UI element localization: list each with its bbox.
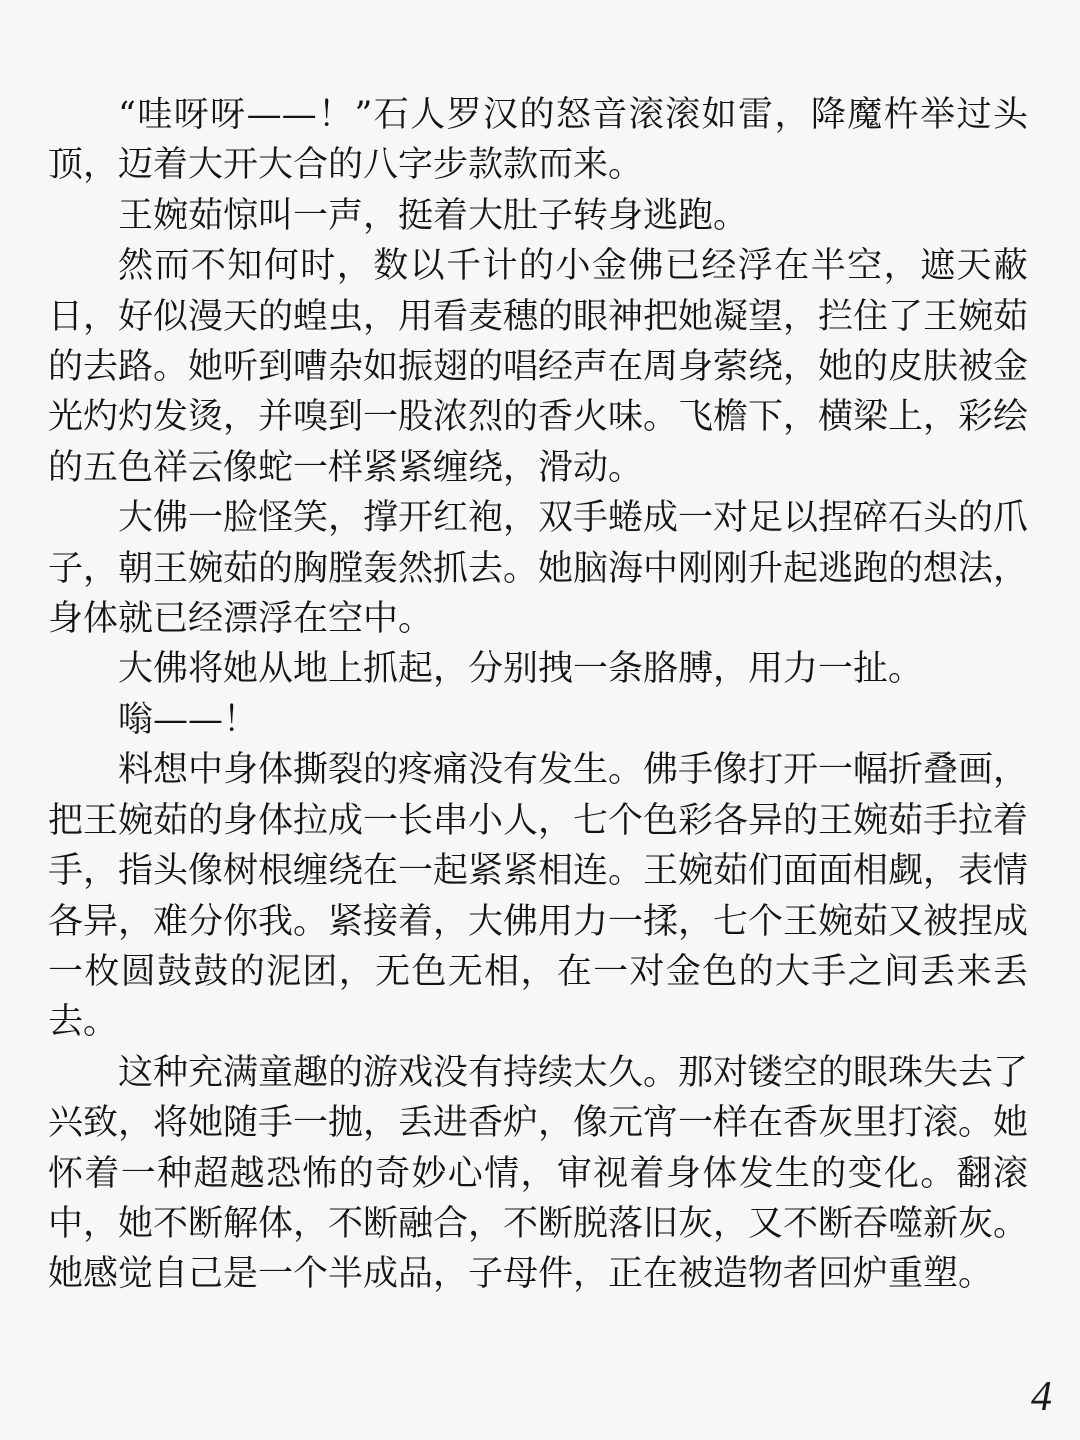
paragraph-2: 王婉茹惊叫一声，挺着大肚子转身逃跑。 xyxy=(118,195,749,236)
text-body xyxy=(48,90,1028,1300)
paragraph-8: 这种充满童趣的游戏没有持续太久。那对镂空的眼珠失去了兴致，将她随手一抛，丢进香炉，像元宵一样在香灰里打滚。她怀着一种超越恐怖的奇妙心情，审视着身体发生的变化。翻滚中，她不断解体，不断融合，不断脱落旧灰，又不断吞噬新灰。她感觉自己是一个半成品，子母件，正在被造物者回炉重塑。 xyxy=(48,1052,1029,1295)
page-number: 4 xyxy=(1031,1374,1052,1420)
paragraph-1: “哇呀呀——！”石人罗汉的怒音滚滚如雷，降魔杵举过头顶，迈着大开大合的八字步款款而来。 xyxy=(48,95,1028,186)
paragraph-5: 大佛将她从地上抓起，分别拽一条胳膊，用力一扯。 xyxy=(118,649,924,690)
paragraph-7: 料想中身体撕裂的疼痛没有发生。佛手像打开一幅折叠画，把王婉茹的身体拉成一长串小人，七个色彩各异的王婉茹手拉着手，指头像树根缠绕在一起紧紧相连。王婉茹们面面相觑，表情各异，难分你我。紧接着，大佛用力一揉，七个王婉茹又被捏成一枚圆鼓鼓的泥团，无色无相，在一对金色的大手之间丢来丢去。 xyxy=(48,750,1029,1043)
paragraph-3: 然而不知何时，数以千计的小金佛已经浮在半空，遮天蔽日，好似漫天的蝗虫，用看麦穗的眼神把她凝望，拦住了王婉茹的去路。她听到嘈杂如振翅的唱经声在周身萦绕，她的皮肤被金光灼灼发烫，并嗅到一股浓烈的香火味。飞檐下，横梁上，彩绘的五色祥云像蛇一样紧紧缠绕，滑动。 xyxy=(48,246,1029,488)
paragraph-4: 大佛一脸怪笑，撑开红袍，双手蜷成一对足以捏碎石头的爪子，朝王婉茹的胸膛轰然抓去。她脑海中刚刚升起逃跑的想法，身体就已经漂浮在空中。 xyxy=(48,498,1029,640)
paragraph-6: 嗡——！ xyxy=(118,699,259,740)
